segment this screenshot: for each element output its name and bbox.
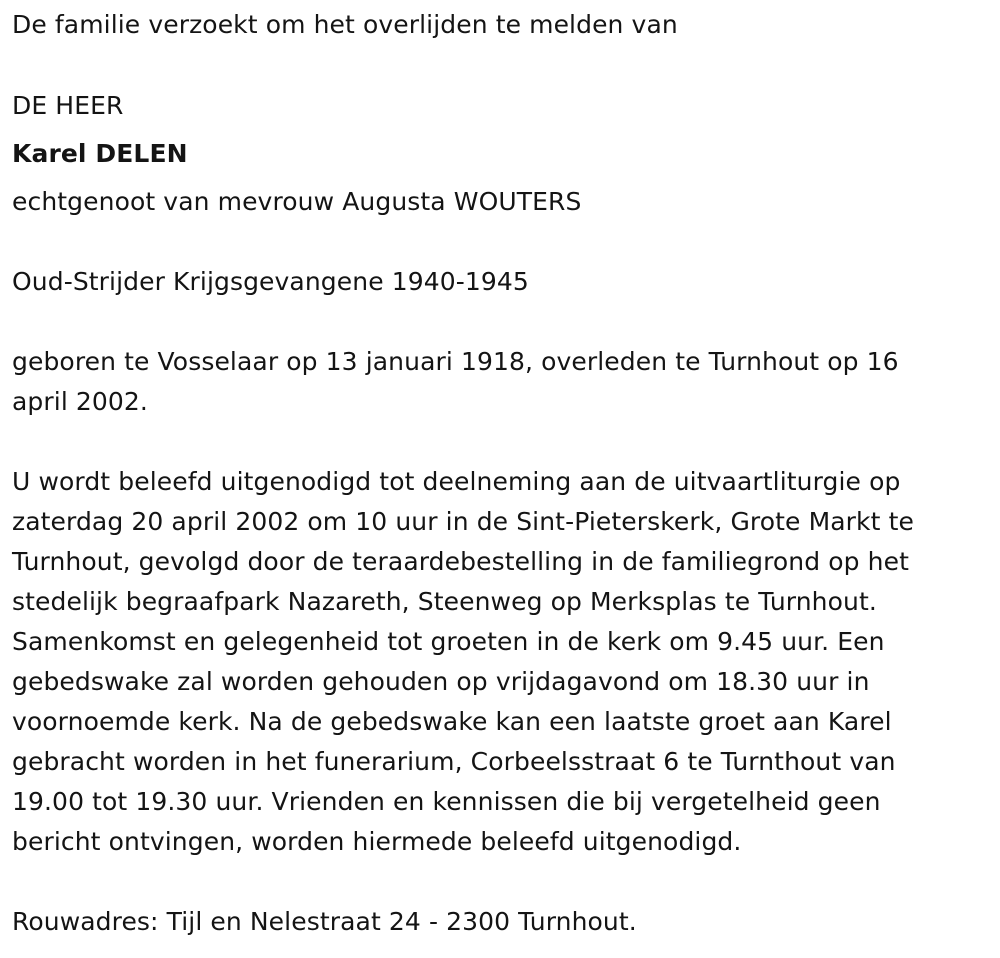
paragraph-line: geboren te Vosselaar op 13 januari 1918, overleden te Turnhout op 16 (12, 347, 899, 376)
spouse-text: echtgenoot van mevrouw Augusta WOUTERS (12, 187, 582, 216)
paragraph-line: voornoemde kerk. Na de gebedswake kan een laatste groet aan Karel (12, 707, 892, 736)
salutation: DE HEER (12, 91, 124, 120)
mourning-address: Rouwadres: Tijl en Nelestraat 24 - 2300 Turnhout. (12, 907, 637, 936)
paragraph-line: U wordt beleefd uitgenodigd tot deelneming aan de uitvaartliturgie op (12, 467, 901, 496)
paragraph-line: 19.00 tot 19.30 uur. Vrienden en kennissen die bij vergetelheid geen (12, 787, 881, 816)
paragraph-line: gebracht worden in het funerarium, Corbeelsstraat 6 te Turnthout van (12, 747, 896, 776)
paragraph-line: gebedswake zal worden gehouden op vrijdagavond om 18.30 uur in (12, 667, 870, 696)
paragraph-line: bericht ontvingen, worden hiermede beleefd uitgenodigd. (12, 827, 742, 856)
paragraph-line: zaterdag 20 april 2002 om 10 uur in de Sint-Pieterskerk, Grote Markt te (12, 507, 914, 536)
paragraph-line: stedelijk begraafpark Nazareth, Steenweg op Merksplas te Turnhout. (12, 587, 877, 616)
paragraph-line: Turnhout, gevolgd door de teraardebestelling in de familiegrond op het (12, 547, 910, 576)
intro-text: De familie verzoekt om het overlijden te melden van (12, 10, 678, 39)
paragraph-line: Samenkomst en gelegenheid tot groeten in de kerk om 9.45 uur. Een (12, 627, 885, 656)
deceased-name: Karel DELEN (12, 139, 188, 168)
honorary-title: Oud-Strijder Krijgsgevangene 1940-1945 (12, 267, 529, 296)
paragraph-line: april 2002. (12, 387, 148, 416)
